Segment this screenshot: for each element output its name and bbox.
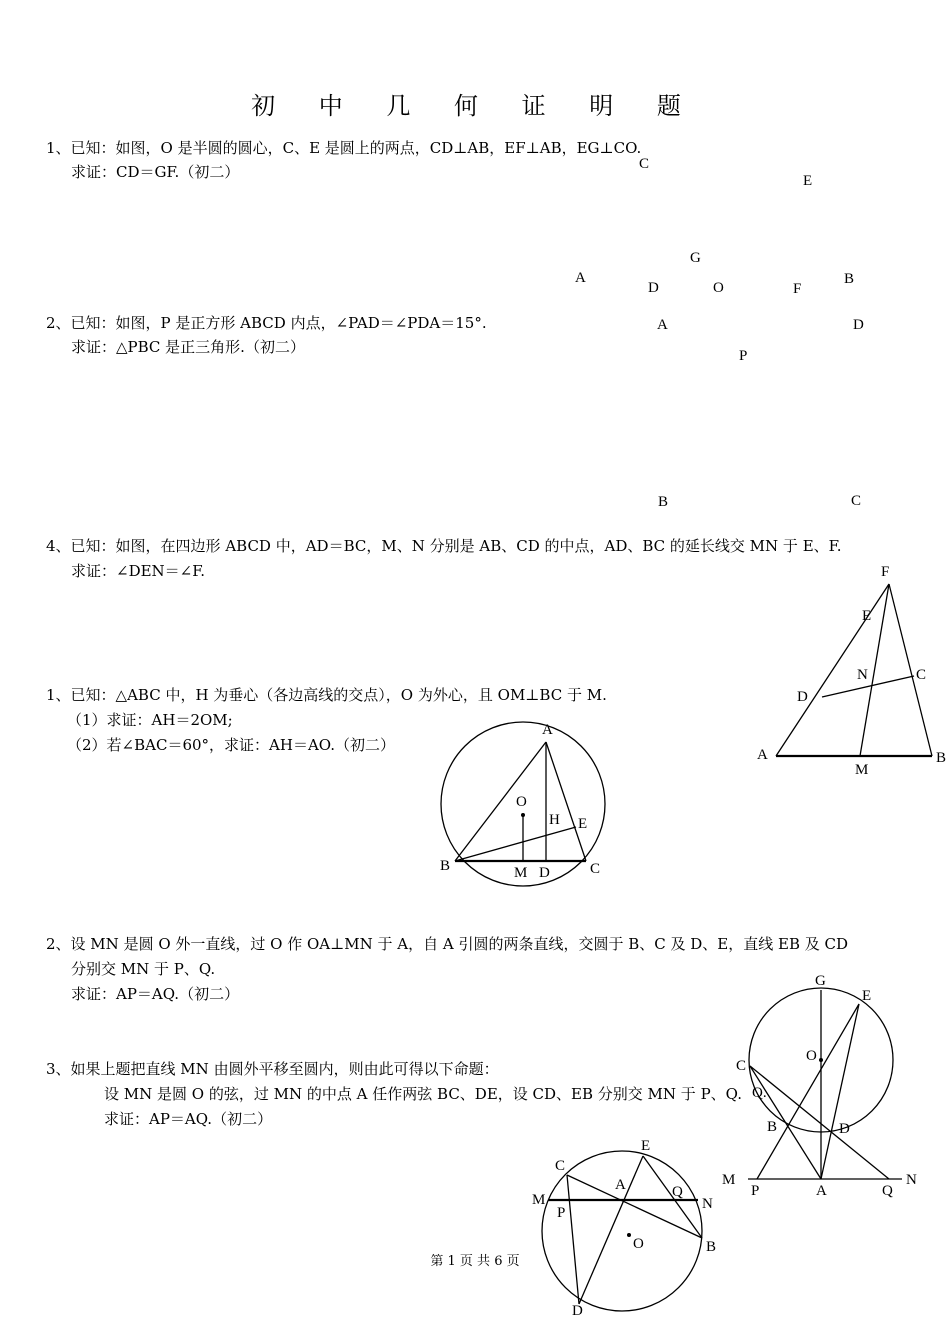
segment-pe [757,1004,859,1179]
page-footer: 第 1 页 共 6 页 [430,1254,520,1269]
fig1-label-f: F [793,281,802,297]
fig1-label-a: A [575,270,586,286]
fig4-label-b: B [440,858,451,874]
fig2-label-a: A [657,317,668,333]
problem-b3-statement-cont: 设 MN 是圆 O 的弦，过 MN 的中点 A 任作两弦 BC、DE，设 CD、EB 分别交 MN 于 P、Q. [104,1085,742,1103]
fig5-label-o: O [806,1048,817,1064]
problem-b3-goal: 求证：AP＝AQ.（初二） [104,1110,273,1128]
fig6-label-b: B [706,1239,717,1255]
fig5-label-m: M [722,1172,736,1188]
fig4-label-m: M [514,865,528,881]
fig1-label-e: E [803,173,813,189]
problem-b2-goal: 求证：AP＝AQ.（初二） [71,985,240,1003]
problem-b3-statement: 3、如果上题把直线 MN 由圆外平移至圆内，则由此可得以下命题： [46,1060,499,1078]
fig2-label-p: P [739,348,748,364]
chord-ed [579,1156,643,1304]
fig4-label-e: E [578,816,588,832]
fig1-label-o: O [713,280,724,296]
page-title: 初 中 几 何 证 明 题 [251,92,699,120]
fig1-label-c: C [639,156,650,172]
fig5-label-c: C [736,1058,747,1074]
problem-2-goal: 求证：△PBC 是正三角形.（初二） [71,338,305,356]
fig6-label-d: D [572,1303,583,1319]
fig5-label-p: P [751,1183,760,1199]
fig3-label-e: E [862,608,872,624]
problem-b1-statement: 1、已知：△ABC 中，H 为垂心（各边高线的交点），O 为外心，且 OM⊥BC 于 M. [46,686,607,704]
problem-b1-part1: （1）求证：AH＝2OM; [67,711,233,729]
fig3-label-n: N [857,667,868,683]
fig5-label-e: E [862,988,872,1004]
circle-o-2 [542,1151,702,1311]
problem-b2-statement: 2、设 MN 是圆 O 外一直线，过 O 作 OA⊥MN 于 A，自 A 引圆的两条直线，交圆于 B、C 及 D、E，直线 EB 及 CD [46,935,849,953]
fig4-label-h: H [549,812,560,828]
center-o-dot-3 [627,1233,631,1237]
fig3-label-d: D [797,689,808,705]
fig4-label-a: A [542,722,553,738]
fig2-label-d: D [853,317,864,333]
fig3-label-a: A [757,747,768,763]
fig6-label-m: M [532,1192,546,1208]
segment-dc [822,676,914,697]
fig1-label-b: B [844,271,855,287]
fig6-label-c: C [555,1158,566,1174]
fig6-label-e: E [641,1138,651,1154]
segment-ae [821,1004,859,1179]
fig6-label-q: Q [672,1184,683,1200]
fig5-label-b: B [767,1119,778,1135]
segment-ac [750,1066,821,1179]
problem-1-goal: 求证：CD＝GF.（初二） [71,163,240,181]
fig6-label-a: A [615,1177,626,1193]
center-o-dot [521,813,525,817]
problem-b1-part2: （2）若∠BAC＝60°，求证：AH＝AO.（初二） [67,736,395,754]
fig1-label-d: D [648,280,659,296]
problem-4-goal: 求证：∠DEN＝∠F. [71,562,206,580]
fig4-label-c: C [590,861,601,877]
problem-2-statement: 2、已知：如图，P 是正方形 ABCD 内点，∠PAD＝∠PDA＝15°. [46,314,487,332]
fig3-label-f: F [881,564,890,580]
figure-circle-external-line [748,988,902,1179]
fig2-label-b: B [658,494,669,510]
segment-cd [567,1175,579,1304]
fig3-label-c: C [916,667,927,683]
fig3-label-m: M [855,762,869,778]
problem-1-statement: 1、已知：如图，O 是半圆的圆心，C、E 是圆上的两点，CD⊥AB，EF⊥AB，EG⊥CO. [46,139,642,157]
segment-ae [776,584,889,756]
fig2-label-c: C [851,493,862,509]
figure-quadrilateral [776,584,932,756]
center-o-dot-2 [819,1058,823,1062]
fig5-label-d: D [839,1121,850,1137]
fig4-label-o: O [516,794,527,810]
problem-b2-statement-cont: 分别交 MN 于 P、Q. [71,960,216,978]
fig5-label-q: Q [882,1183,893,1199]
segment-ba [455,742,546,861]
fig5-label-g: G [815,973,826,989]
altitude-be [455,827,576,861]
figure-circle-internal-chord [542,1151,702,1311]
fig1-label-g: G [690,250,701,266]
fig6-label-p: P [557,1205,566,1221]
fig5-label-q-text: Q. [752,1085,767,1101]
fig6-label-o: O [633,1236,644,1252]
segment-ac [546,742,586,861]
fig5-label-a: A [816,1183,827,1199]
fig4-label-d: D [539,865,550,881]
fig3-label-b: B [936,750,947,766]
fig6-label-n: N [702,1196,713,1212]
fig5-label-n: N [906,1172,917,1188]
problem-4-statement: 4、已知：如图，在四边形 ABCD 中，AD＝BC，M、N 分别是 AB、CD 的中点，AD、BC 的延长线交 MN 于 E、F. [46,537,842,555]
